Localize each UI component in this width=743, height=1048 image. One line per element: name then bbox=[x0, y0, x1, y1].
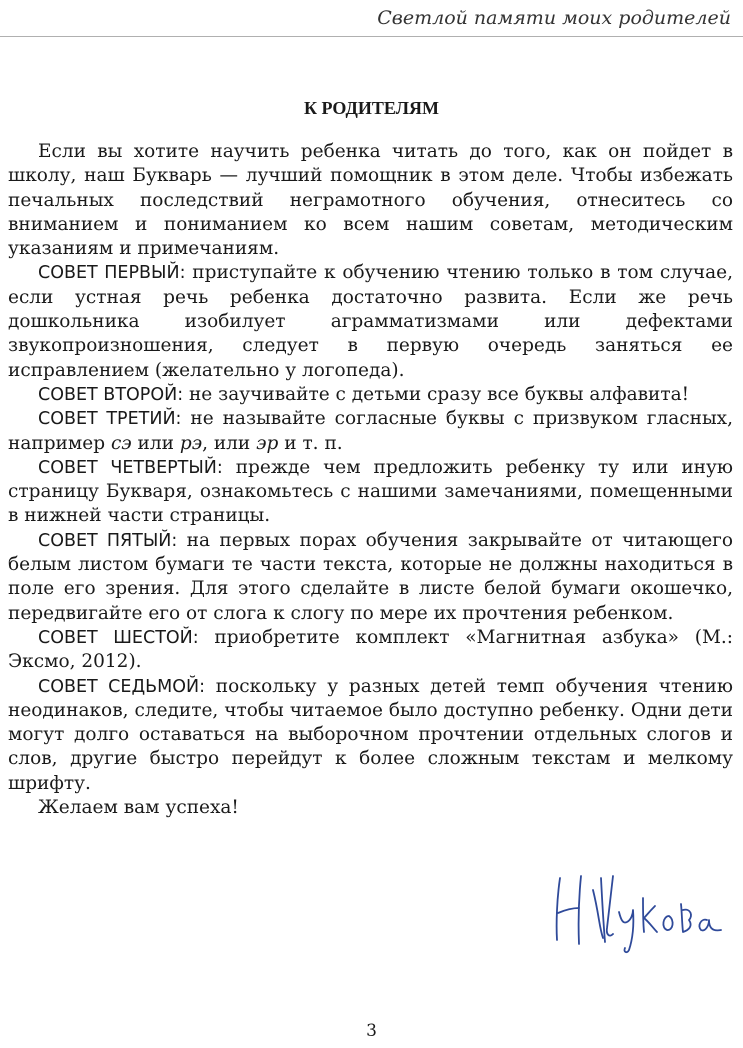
example-er: эр bbox=[256, 432, 279, 454]
advice-text: прежде чем предложить ребенку ту или иную страницу Букваря, ознакомьтесь с нашими замечаниями, помещенными в нижней части страницы. bbox=[8, 456, 734, 527]
closing-line: Желаем вам успеха! bbox=[38, 797, 239, 819]
example-re: рэ bbox=[179, 432, 203, 454]
advice-title: СОВЕТ СЕДЬМОЙ: bbox=[38, 676, 205, 697]
advice-text: поскольку у разных детей темп обучения чтению неодинаков, следите, чтобы читаемое было доступно ребенку. Одни дети могут долго оставаться на выборочном прочтении отдельных слогов и слов, другие быстро перейдут к более сложным текстам и мелкому шрифту. bbox=[8, 675, 733, 794]
advice-text: не называйте согласные буквы с призвуком гласных, например bbox=[8, 408, 733, 454]
advice-text: на первых порах обучения закрывайте от читающего белым листом бумаги те части текста, которые не должны находиться в поле его зрения. Для этого сделайте в листе белой бумаги окошечко, передвигайте его от слога к слогу по мере их прочтения ребенком. bbox=[8, 529, 733, 624]
advice-3 bbox=[8, 407, 733, 456]
signature-strokes bbox=[557, 876, 721, 952]
advice-title: СОВЕТ ПЯТЫЙ: bbox=[38, 530, 178, 551]
advice-title: СОВЕТ ШЕСТОЙ: bbox=[38, 627, 199, 648]
advice-text-mid: , или bbox=[202, 432, 257, 454]
advice-title: СОВЕТ ТРЕТИЙ: bbox=[38, 409, 182, 430]
advice-2 bbox=[8, 383, 733, 407]
body-text bbox=[8, 140, 733, 820]
advice-title: СОВЕТ ВТОРОЙ: bbox=[38, 384, 184, 405]
dedication: Светлой памяти моих родителей bbox=[377, 7, 731, 29]
advice-6 bbox=[8, 626, 733, 675]
intro-paragraph: Если вы хотите научить ребенка читать до того, как он пойдет в школу, наш Букварь — лучший помощник в этом деле. Чтобы избежать печальных последствий неграмотного обучения, отнеситесь со вниманием и пониманием ко всем нашим советам, методическим указаниям и примечаниям. bbox=[8, 141, 733, 260]
advice-text: приобретите комплект «Магнитная азбука» (М.: Эксмо, 2012). bbox=[8, 626, 733, 673]
advice-title: СОВЕТ ЧЕТВЕРТЫЙ: bbox=[38, 457, 223, 478]
advice-title: СОВЕТ ПЕРВЫЙ: bbox=[38, 263, 186, 284]
header-rule bbox=[0, 36, 743, 37]
advice-5 bbox=[8, 529, 733, 626]
advice-text: не заучивайте с детьми сразу все буквы алфавита! bbox=[183, 383, 690, 405]
advice-1 bbox=[8, 261, 733, 382]
advice-text: приступайте к обучению чтению только в том случае, если устная речь ребенка достаточно развита. Если же речь дошкольника изобилует аграмматизмами или дефектами звукопроизношения, следует в первую очередь заняться ее исправлением (желательно у логопеда). bbox=[8, 262, 733, 381]
page-number: 3 bbox=[366, 1021, 377, 1041]
advice-4 bbox=[8, 456, 733, 529]
advice-text-mid: или bbox=[131, 432, 180, 454]
advice-7 bbox=[8, 675, 733, 796]
example-se: сэ bbox=[110, 432, 132, 454]
page-title: К РОДИТЕЛЯМ bbox=[303, 98, 440, 118]
signature bbox=[543, 868, 723, 958]
advice-text-end: и т. п. bbox=[278, 432, 343, 454]
